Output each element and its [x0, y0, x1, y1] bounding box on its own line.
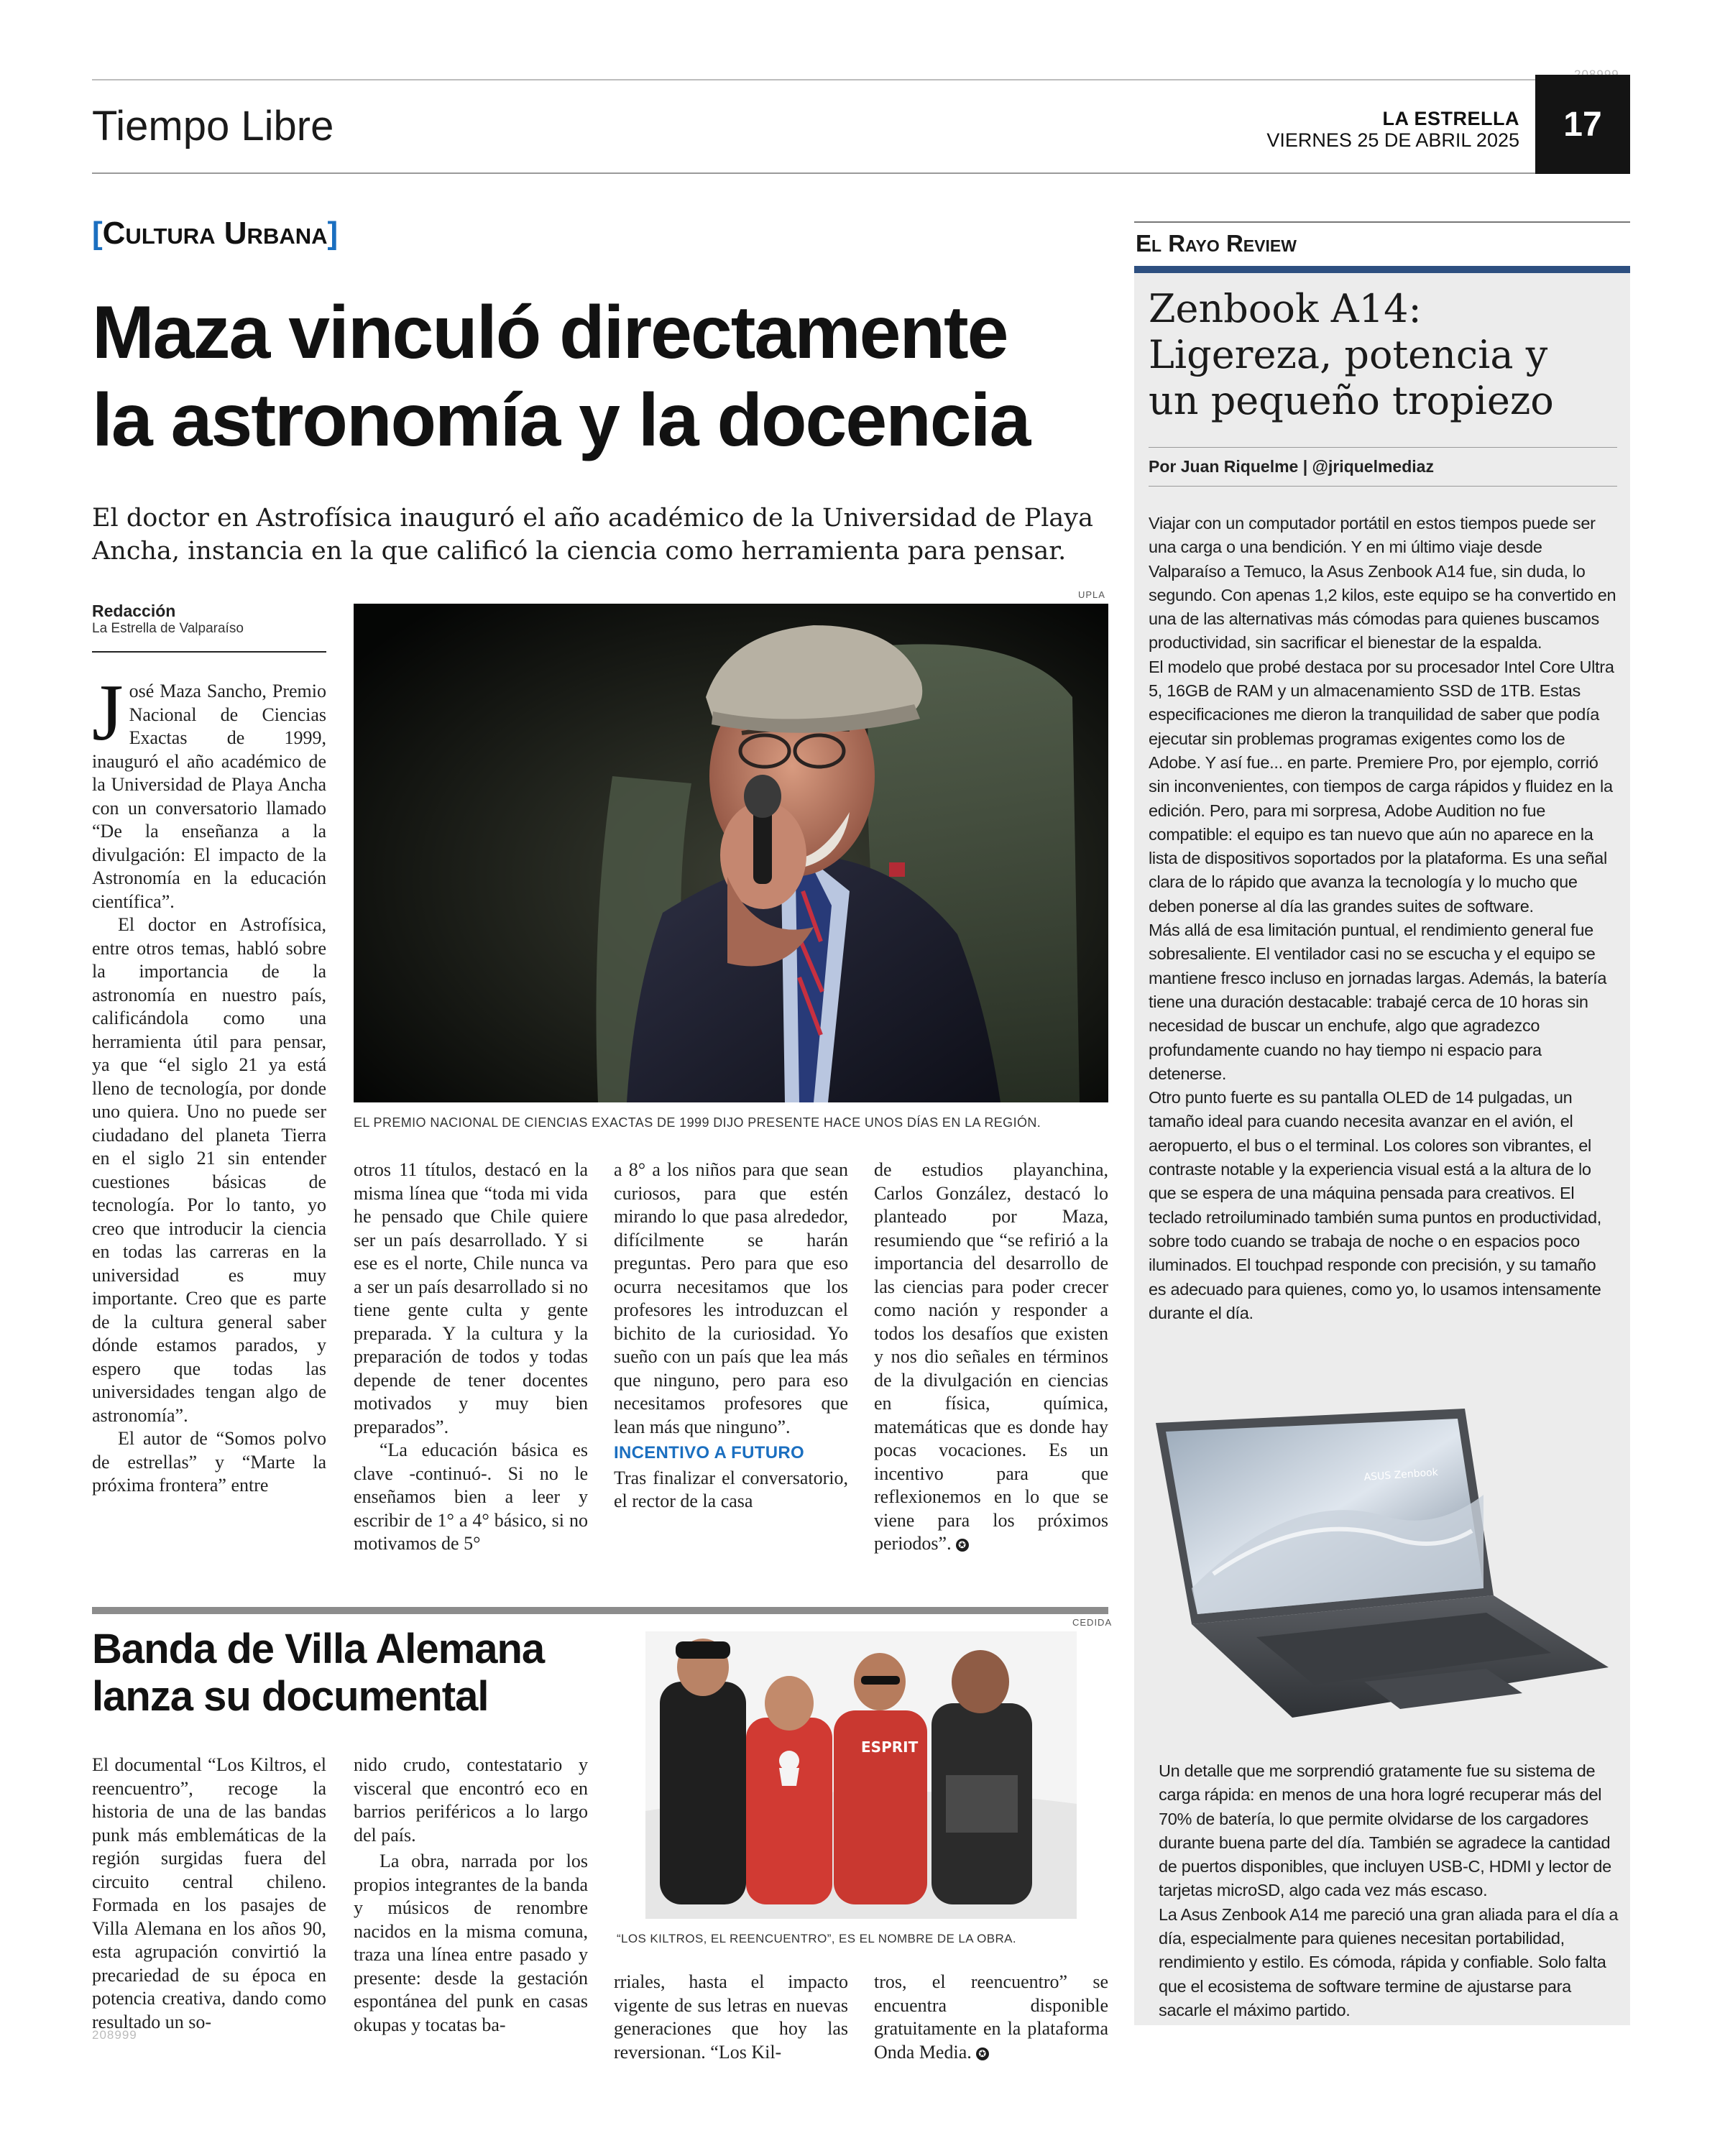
sidebar-headline-line-3: un pequeño tropiezo	[1149, 378, 1554, 423]
sidebar-headline	[1149, 286, 1623, 424]
sidebar-para-2: El modelo que probé destaca por su procesador Intel Core Ultra 5, 16GB de RAM y un almacenamiento SSD de 1TB. Estas especificaciones me dieron la tranquilidad de saber que podía ejecutar sin problemas programas exigentes como los de Adobe. Y así fue... en parte. Premiere Pro, por ejemplo, corrió sin inconvenientes, con tiempos de carga rápidos y fluidez en la edición. Pero, para mi sorpresa, Adobe Audition no fue compatible: el equipo es tan nuevo que aún no aparece en la lista de dispositivos soportados por la plataforma. Es una señal clara de lo rápido que avanza la tecnología y lo mucho que deben ponerse al día las grandes suites de software.	[1149, 657, 1614, 916]
secondary-col3-text: rriales, hasta el impacto vigente de sus letras en nuevas generaciones que hoy las reversionan. “Los Kil-	[614, 1971, 848, 2063]
astronomer-photo-illustration	[354, 604, 1108, 1102]
kicker: [Cultura Urbana]	[92, 216, 339, 251]
page-number: 17	[1563, 105, 1602, 144]
main-col1-first-para: osé Maza Sancho, Premio Nacional de Ciencias Exactas de 1999, inauguró el año académico de la Universidad de Playa Ancha con un conversatorio llamado “De la enseñanza a la divulgación: El impacto de la Astronomía en la educación científica”.	[92, 681, 326, 912]
byline-outlet: La Estrella de Valparaíso	[92, 621, 244, 636]
main-col1-para-2: El doctor en Astrofísica, entre otros temas, habló sobre la importancia de la astronomía en nuestro país, calificándola como una herramienta útil para pensar, ya que “el siglo 21 ya está lleno de tecnología, por donde uno quiera. Uno no puede ser ciudadano del planeta Tierra en el siglo 21 sin entender cuestiones básicas de tecnología. Por lo tanto, yo creo que introducir la ciencia en todas las carreras en la universidad es muy importante. Creo que es parte de la cultura general saber dónde estamos parados, y espero que todas las universidades tengan algo de astronomía”.	[92, 914, 326, 1426]
main-col3-para-1: a 8° a los niños para que sean curiosos, para que estén mirando lo que pasa alrededor, difícilmente se harán preguntas. Pero para que eso ocurra necesitamos que los profesores les introduzcan el bichito de la curiosidad. Yo sueño con un país que lea más que ninguno, pero para eso necesitamos profesores que lean más que ninguno”.	[614, 1159, 848, 1437]
secondary-headline	[92, 1626, 595, 1720]
page-number-box	[1535, 75, 1630, 174]
main-col-2	[354, 1158, 588, 1556]
secondary-col-2	[354, 1754, 588, 2037]
secondary-col2-para-2: La obra, narrada por los propios integrantes de la banda y músicos de renombre nacidos en la misma comuna, traza una línea entre pasado y presente: desde la gestación espontánea del punk en casas okupas y tocatas ba-	[354, 1851, 588, 2035]
secondary-col-3	[614, 1971, 848, 2064]
section-title: Tiempo Libre	[92, 103, 334, 149]
main-col1-para-3: El autor de “Somos polvo de estrellas” y “Marte la próxima frontera” entre	[92, 1428, 326, 1496]
sidebar-para-1: Viajar con un computador portátil en estos tiempos puede ser una carga o una bendición. Y en mi último viaje desde Valparaíso a Temuco, la Asus Zenbook A14 fue, sin duda, lo segundo. Con apenas 1,2 kilos, este equipo se ha convertido en una de las alternativas más cómodas para quienes buscamos productividad, sin sacrificar el bienestar de la espalda.	[1149, 514, 1616, 653]
main-col2-para-2: “La educación básica es clave -continuó-. Si no le enseñamos bien a leer y escribir de 1° a 4° básico, si no motivamos de 5°	[354, 1439, 588, 1554]
secondary-col-4	[874, 1971, 1108, 2064]
end-mark-icon: ✪	[956, 1539, 969, 1552]
sidebar-top-rule	[1134, 221, 1630, 223]
header-top-rule	[92, 79, 1630, 80]
sidebar-headline-rule	[1149, 447, 1617, 448]
kicker-text: Cultura Urbana	[102, 216, 328, 251]
sidebar-text-top	[1149, 512, 1617, 1325]
sidebar-text-bottom	[1159, 1759, 1619, 2022]
laptop-image	[1149, 1409, 1617, 1725]
dropcap: J	[92, 668, 124, 757]
sidebar-byline: Por Juan Riquelme | @jriquelmediaz	[1149, 457, 1434, 476]
sidebar-section: El Rayo Review	[1136, 230, 1297, 257]
edition-date: VIERNES 25 DE ABRIL 2025	[1266, 129, 1519, 151]
laptop-label: ASUS Zenbook	[1363, 1466, 1439, 1483]
main-col-1	[92, 668, 326, 1498]
main-photo-credit: UPLA	[1078, 589, 1105, 600]
sidebar-byline-rule	[1149, 486, 1617, 487]
main-col-4	[874, 1158, 1108, 1556]
main-col3-subhead: INCENTIVO A FUTURO	[614, 1443, 804, 1462]
page-code-bottom: 208999	[92, 2028, 137, 2042]
sidebar-para-3: Más allá de esa limitación puntual, el rendimiento general fue sobresaliente. El ventilador casi no se escucha y el equipo se mantiene fresco incluso en jornadas largas. Además, la batería tiene una duración destacable: trabajé cerca de 10 horas sin necesidad de buscar un enchufe, algo que agradezco profundamente cuando no hay tiempo ni espacio para detenerse.	[1149, 921, 1607, 1083]
byline-rule	[92, 651, 326, 653]
sidebar-para-5: Un detalle que me sorprendió gratamente fue su sistema de carga rápida: en menos de una hora logré recuperar más del 70% de batería, lo que permite olvidarse de los cargadores durante buena parte del día. También se agradece la cantidad de puertos disponibles, que incluyen USB-C, HDMI y lector de tarjetas microSD, algo cada vez más escaso.	[1159, 1761, 1611, 1900]
main-deck: El doctor en Astrofísica inauguró el año académico de la Universidad de Playa Ancha, instancia en la que calificó la ciencia como herramienta para pensar.	[92, 504, 1093, 566]
secondary-col2-para-1: nido crudo, contestatario y visceral que encontró eco en barrios periféricos a lo largo del país.	[354, 1754, 588, 1846]
sidebar-para-6: La Asus Zenbook A14 me pareció una gran aliada para el día a día, especialmente para quienes necesitan portabilidad, rendimiento y estilo. Es cómoda, rápida y confiable. Solo falta que el ecosistema de software termine de ajustarse para sacarle el máximo partido.	[1159, 1904, 1619, 2019]
byline-name: Redacción	[92, 602, 176, 620]
newspaper-name: LA ESTRELLA	[1382, 108, 1519, 129]
band-photo-illustration	[645, 1631, 1077, 1919]
secondary-headline-line-1: Banda de Villa Alemana	[92, 1626, 545, 1672]
laptop-illustration	[1149, 1409, 1617, 1725]
main-headline	[92, 289, 1113, 464]
main-headline-line-2: la astronomía y la docencia	[92, 379, 1030, 462]
byline	[92, 602, 244, 637]
sidebar-headline-line-2: Ligereza, potencia y	[1149, 332, 1548, 377]
secondary-col-1	[92, 1754, 326, 2034]
secondary-top-rule	[92, 1607, 1108, 1614]
main-col4-para-1: de estudios playanchina, Carlos González, destacó lo planteado por Maza, resumiendo que “se refirió a la importancia del desarrollo de las ciencias para poder crecer como nación y responder a todos los desafíos que existen y nos dio señales en términos de la divulgación en ciencias en física, química, matemáticas que es donde hay pocas vocaciones. Es un incentivo para que reflexionemos en lo que se viene para los próximos periodos”.	[874, 1159, 1108, 1554]
main-col-3	[614, 1158, 848, 1514]
main-photo-caption: EL PREMIO NACIONAL DE CIENCIAS EXACTAS DE 1999 DIJO PRESENTE HACE UNOS DÍAS EN LA REGIÓN.	[354, 1115, 1041, 1130]
secondary-col4-text: tros, el reencuentro” se encuentra disponible gratuitamente en la plataforma Onda Media.	[874, 1971, 1108, 2063]
secondary-photo-caption: “LOS KILTROS, EL REENCUENTRO”, ES EL NOMBRE DE LA OBRA.	[617, 1932, 1017, 1945]
secondary-headline-line-2: lanza su documental	[92, 1673, 489, 1720]
shirt-text: ESPRIT	[861, 1738, 919, 1756]
secondary-photo-credit: CEDIDA	[1072, 1617, 1113, 1628]
sidebar-headline-line-1: Zenbook A14:	[1149, 286, 1422, 331]
main-photo	[354, 604, 1108, 1102]
main-col3-para-2: Tras finalizar el conversatorio, el rector de la casa	[614, 1467, 848, 1511]
main-col2-para-1: otros 11 títulos, destacó en la misma línea que “toda mi vida he pensado que Chile quiere ser un país desarrollado. Y si ese es el norte, Chile nunca va a ser un país desarrollado si no tiene gente culta y gente preparada. Y la cultura y la preparación de todos y todas depende de tener docentes motivados y muy bien preparados”.	[354, 1159, 588, 1437]
secondary-end-mark-icon: ✪	[976, 2047, 989, 2060]
band-photo	[645, 1631, 1077, 1919]
header-bottom-rule	[92, 172, 1535, 174]
main-headline-line-1: Maza vinculó directamente	[92, 291, 1008, 374]
secondary-col1-text: El documental “Los Kiltros, el reencuentro”, recoge la historia de una de las bandas punk más emblemáticas de la región surgidas fuera del circuito central chileno. Formada en los pasajes de Villa Alemana en los años 90, esta agrupación convirtió la precariedad de su época en potencia creativa, dando como resultado un so-	[92, 1754, 326, 2032]
sidebar-para-4: Otro punto fuerte es su pantalla OLED de 14 pulgadas, un tamaño ideal para cuando necesita avanzar en el avión, el aeropuerto, el bus o el terminal. Los colores son vibrantes, el contraste notable y la experiencia visual está a la altura de lo que se espera de una máquina pensada para creativos. El teclado retroiluminado también suma puntos en productividad, sobre todo cuando se trabaja de noche o en espacios poco iluminados. El touchpad responde con precisión, y su tamaño es adecuado para quienes, como yo, lo usamos intensamente durante el día.	[1149, 1088, 1601, 1322]
